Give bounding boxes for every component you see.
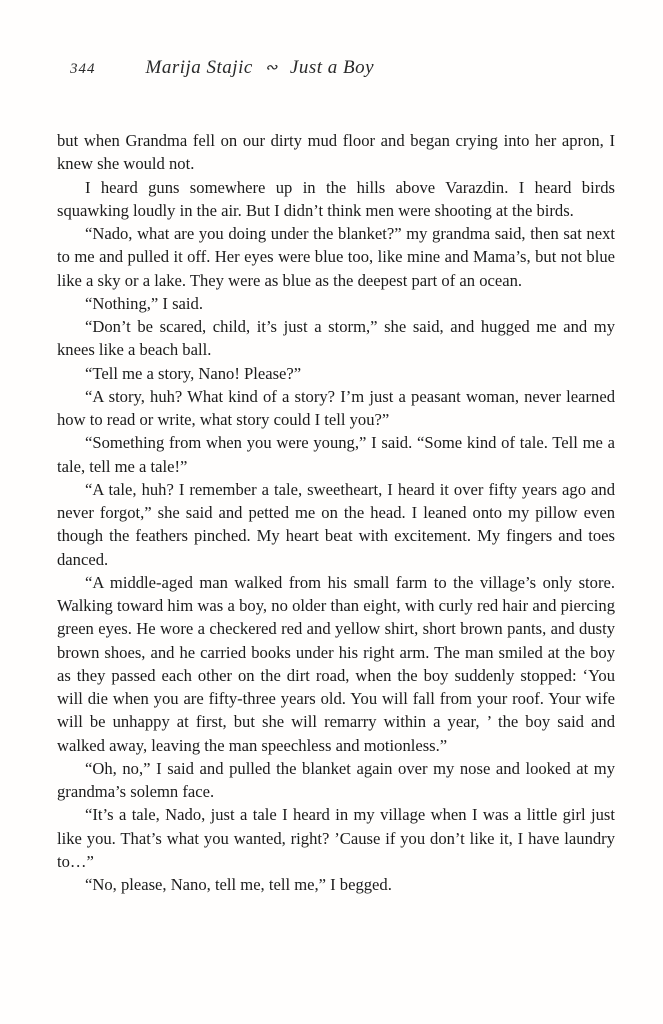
swash-separator-icon: ∾ xyxy=(264,60,278,76)
paragraph: “A tale, huh? I remember a tale, sweetheart, I heard it over fifty years ago and never forgot,” she said and petted me on the head. I leaned onto my pillow even though the feathers pinched. My heart beat with excitement. My fingers and toes danced. xyxy=(57,479,615,569)
paragraph: “No, please, Nano, tell me, tell me,” I begged. xyxy=(85,875,392,894)
paragraph: “Nado, what are you doing under the blanket?” my grandma said, then sat next to me and pulled it off. Her eyes were blue too, like mine and Mama’s, but not blue like a sky or a lake. They were as blue as the deepest part of an ocean. xyxy=(57,224,615,290)
paragraph: but when Grandma fell on our dirty mud floor and began crying into her apron, I knew she would not. xyxy=(57,131,615,174)
paragraph: “Don’t be scared, child, it’s just a storm,” she said, and hugged me and my knees like a beach ball. xyxy=(57,317,615,360)
running-title-author: Marija Stajic xyxy=(145,57,253,78)
body-text xyxy=(57,129,615,896)
paragraph: “A story, huh? What kind of a story? I’m just a peasant woman, never learned how to read or write, what story could I tell you?” xyxy=(57,386,615,429)
paragraph: “Oh, no,” I said and pulled the blanket again over my nose and looked at my grandma’s solemn face. xyxy=(57,758,615,801)
paragraph: “Tell me a story, Nano! Please?” xyxy=(85,363,302,383)
running-title-book: Just a Boy xyxy=(289,57,375,78)
paragraph: “Something from when you were young,” I said. “Some kind of tale. Tell me a tale, tell me a tale!” xyxy=(57,433,615,476)
paragraph: “Nothing,” I said. xyxy=(85,293,203,313)
paragraph: “A middle-aged man walked from his small farm to the village’s only store. Walking toward him was a boy, no older than eight, with curly red hair and piercing green eyes. He wore a checkered red and yellow shirt, short brown pants, and dusty brown shoes, and he carried books under his right arm. The man smiled at the boy as they passed each other on the dirt road, when the boy suddenly stopped: ‘You will die when you are fifty-three years old. You will fall from your roof. Your wife will be unhappy at first, but she will remarry within a year, ’ the boy said and walked away, leaving the man speechless and motionless.” xyxy=(57,572,615,755)
page-number: 344 xyxy=(70,61,96,77)
paragraph: “It’s a tale, Nado, just a tale I heard in my village when I was a little girl just like you. That’s what you wanted, right? ’Cause if you don’t like it, I have laundry to…” xyxy=(57,805,615,871)
paragraph: I heard guns somewhere up in the hills above Varazdin. I heard birds squawking loudly in the air. But I didn’t think men were shooting at the birds. xyxy=(57,177,615,220)
running-title xyxy=(146,57,375,79)
running-header xyxy=(70,57,615,79)
